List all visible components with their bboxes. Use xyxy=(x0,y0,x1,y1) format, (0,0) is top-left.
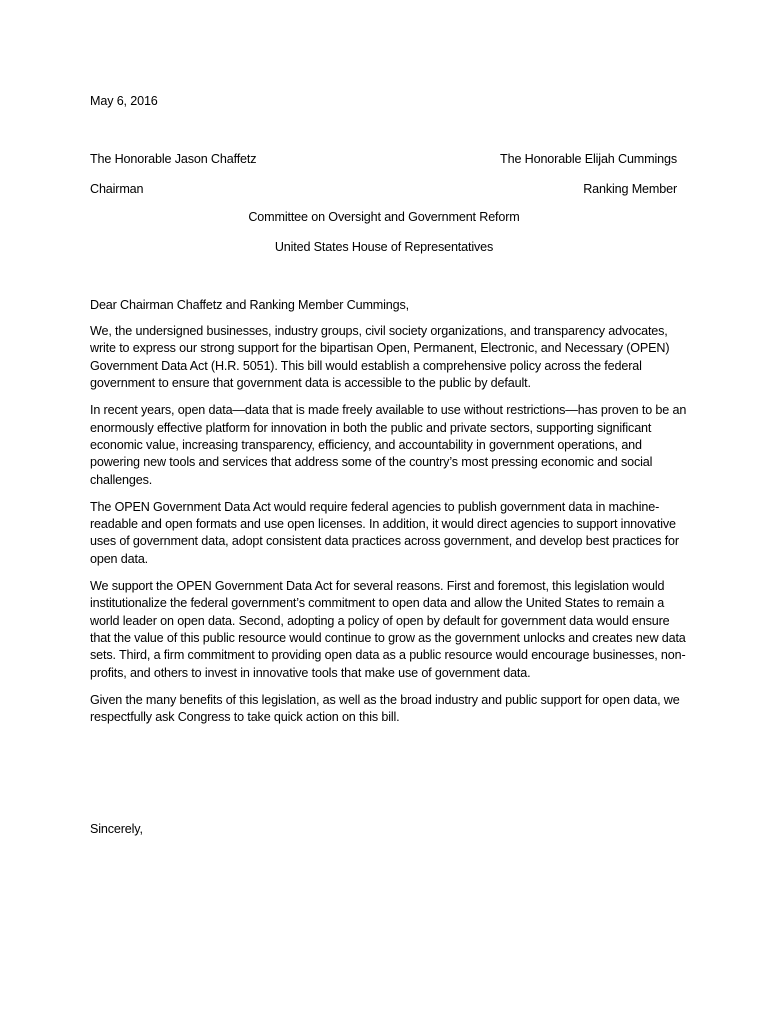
committee-name: Committee on Oversight and Government Reform xyxy=(248,210,520,224)
letter-body xyxy=(90,323,690,736)
recipient-left-name: The Honorable Jason Chaffetz xyxy=(90,152,257,166)
house-name: United States House of Representatives xyxy=(274,240,494,254)
closing: Sincerely, xyxy=(90,822,143,836)
paragraph: Given the many benefits of this legislation, as well as the broad industry and public support for open data, we respectfully ask Congress to take quick action on this bill. xyxy=(90,692,680,725)
paragraph: In recent years, open data—data that is made freely available to use without restrictions—has proven to be an enormously effective platform for innovation in both the public and private sectors, supporting significant economic value, increasing transparency, efficiency, and accountability in government operations, and powering new tools and services that address some of the country’s most pressing economic and social challenges. xyxy=(90,403,687,487)
salutation: Dear Chairman Chaffetz and Ranking Member Cummings, xyxy=(90,298,409,312)
recipient-left-title: Chairman xyxy=(90,182,144,196)
paragraph: We, the undersigned businesses, industry groups, civil society organizations, and transparency advocates, write to express our strong support for the bipartisan Open, Permanent, Electronic, and Necessary (OPEN) Government Data Act (H.R. 5051). This bill would establish a comprehensive policy across the federal government to ensure that government data is accessible to the public by default. xyxy=(90,324,670,391)
paragraph: We support the OPEN Government Data Act for several reasons. First and foremost, this legislation would institutionalize the federal government’s commitment to open data and allow the United States to remain a world leader on open data. Second, adopting a policy of open by default for government data would ensure that the value of this public resource would continue to grow as the government unlocks and creates new data sets. Third, a firm commitment to providing open data as a public resource would encourage businesses, non-profits, and others to invest in innovative tools that make use of government data. xyxy=(90,578,686,680)
recipient-right-title: Ranking Member xyxy=(583,182,677,196)
paragraph: The OPEN Government Data Act would require federal agencies to publish government data in machine-readable and open formats and use open licenses. In addition, it would direct agencies to support innovative uses of government data, adopt consistent data practices across government, and develop best practices for open data. xyxy=(90,499,679,566)
letter-date: May 6, 2016 xyxy=(90,94,158,108)
recipient-right-name: The Honorable Elijah Cummings xyxy=(500,152,677,166)
